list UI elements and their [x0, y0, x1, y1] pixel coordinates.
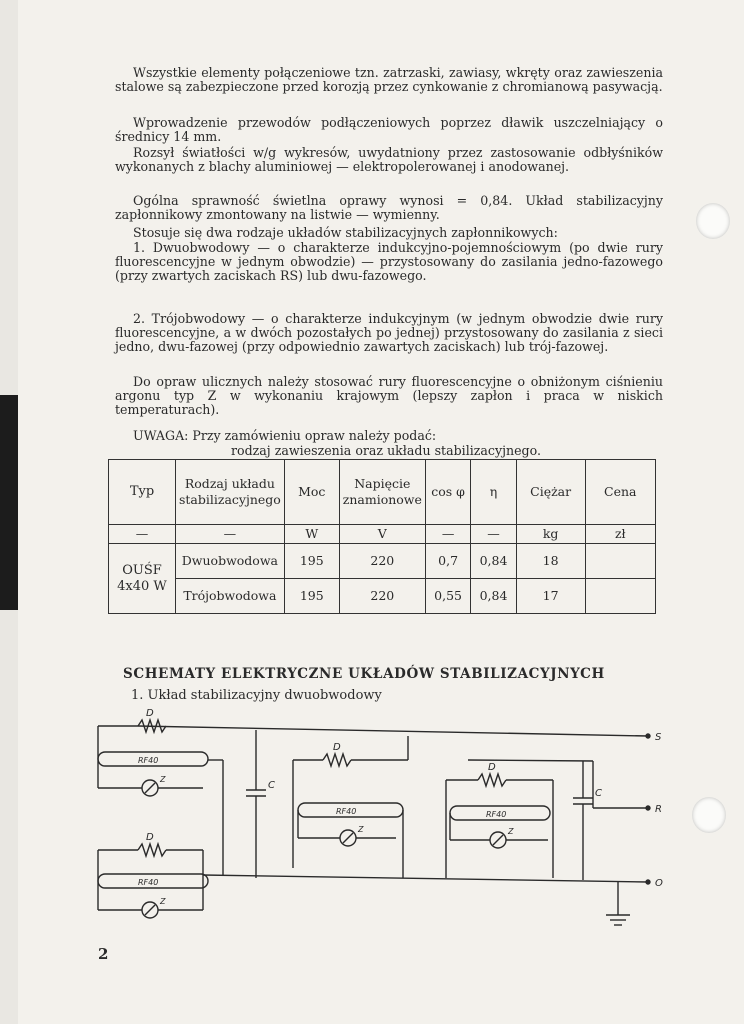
label-tube: RF40: [486, 810, 507, 819]
binding-strip: [0, 395, 18, 610]
paragraph-light-distribution: Rozsył światłości w/g wykresów, uwydatniony przez zastosowanie odbłyśników wykonanych z blachy aluminiowej — elektropolerowanej i anodowanej.: [115, 145, 663, 175]
choke-resistor: [478, 774, 506, 786]
paragraph-two-circuit: 1. Dwuobwodowy — o charakterze indukcyjno-pojemnościowym (po dwie rury fluorescencyjne w jednym obwodzie) — przystosowany do zasilania jedno-fazowego (przy zwartych zaciskach RS) lub dwu-fazowego.: [115, 240, 663, 284]
paragraph-circuit-types: Stosuje się dwa rodzaje układów stabilizacyjnych zapłonnikowych:: [133, 225, 558, 240]
cell-cena: [585, 579, 655, 614]
label-terminal-o: O: [655, 878, 663, 889]
label-starter: Z: [160, 897, 166, 906]
label-capacitor: C: [595, 788, 602, 799]
label-choke: D: [333, 742, 341, 753]
unit-moc: W: [284, 525, 339, 544]
header-cos: cos φ: [425, 460, 470, 525]
label-choke: D: [488, 762, 496, 773]
cell-ciezar: 17: [516, 579, 585, 614]
line-s: [138, 726, 648, 736]
label-choke: D: [146, 832, 154, 843]
label-choke: D: [146, 708, 154, 719]
label-starter: Z: [508, 827, 514, 836]
cell-cena: [585, 544, 655, 579]
label-starter: Z: [358, 825, 364, 834]
header-ciezar: Ciężar: [516, 460, 585, 525]
punch-hole: [696, 203, 730, 239]
page-number: 2: [98, 945, 109, 963]
line-o: [203, 875, 648, 882]
header-napiecie: Napięcie znamionowe: [339, 460, 425, 525]
punch-hole: [692, 797, 726, 833]
header-rodzaj: Rodzaj układu stabilizacyjnego: [175, 460, 284, 525]
unit-napiecie: V: [339, 525, 425, 544]
paragraph-efficiency: Ogólna sprawność świetlna oprawy wynosi = 0,84. Układ stabilizacyjny zapłonnikowy zmontowany na listwie — wymienny.: [115, 193, 663, 223]
order-note-line-2: rodzaj zawieszenia oraz układu stabilizacyjnego.: [231, 443, 541, 458]
table-row: [109, 579, 656, 614]
order-note-line-1: UWAGA: Przy zamówieniu opraw należy podać:: [133, 428, 437, 443]
label-tube: RF40: [336, 807, 357, 816]
label-tube: RF40: [138, 756, 159, 765]
unit-cena: zł: [585, 525, 655, 544]
cell-cos: 0,55: [425, 579, 470, 614]
paragraph-three-circuit: 2. Trójobwodowy — o charakterze indukcyjnym (w jednym obwodzie dwie rury fluorescencyjne, a w dwóch pozostałych po jednej) przystosowany do zasilania z sieci jedno, dwu-fazowej (przy odpowiednio zawartych zaciskach) lub trój-fazowej.: [115, 311, 663, 355]
label-terminal-s: S: [655, 732, 662, 743]
cell-napiecie: 220: [339, 544, 425, 579]
table-header-row: [109, 460, 656, 525]
header-cena: Cena: [585, 460, 655, 525]
cell-ciezar: 18: [516, 544, 585, 579]
cell-type: [109, 544, 176, 614]
cell-moc: 195: [284, 579, 339, 614]
circuit-schematic: [78, 700, 678, 940]
label-capacitor: C: [268, 780, 275, 791]
paragraph-corrosion: Wszystkie elementy połączeniowe tzn. zatrzaski, zawiasy, wkręty oraz zawieszenia stalowe są zabezpieczone przed korozją przez cynkowanie z chromianową pasywacją.: [115, 65, 663, 95]
cell-eta: 0,84: [471, 544, 516, 579]
choke-resistor: [138, 844, 166, 856]
order-note: [133, 428, 653, 458]
type-power: 4x40 W: [117, 578, 167, 594]
table-units-row: [109, 525, 656, 544]
header-eta: η: [471, 460, 516, 525]
header-typ: Typ: [109, 460, 176, 525]
cell-cos: 0,7: [425, 544, 470, 579]
type-name: OUŚF: [122, 562, 162, 578]
cell-moc: 195: [284, 544, 339, 579]
cell-eta: 0,84: [471, 579, 516, 614]
unit-rodzaj: —: [175, 525, 284, 544]
cell-rodzaj: Trójobwodowa: [175, 579, 284, 614]
choke-resistor: [323, 754, 351, 766]
unit-ciezar: kg: [516, 525, 585, 544]
label-starter: Z: [160, 775, 166, 784]
header-moc: Moc: [284, 460, 339, 525]
unit-cos: —: [425, 525, 470, 544]
table-row: [109, 544, 656, 579]
document-page: [18, 0, 744, 1024]
unit-eta: —: [471, 525, 516, 544]
subsection-title: 1. Układ stabilizacyjny dwuobwodowy: [131, 688, 382, 703]
label-tube: RF40: [138, 878, 159, 887]
cell-rodzaj: Dwuobwodowa: [175, 544, 284, 579]
unit-typ: —: [109, 525, 176, 544]
paragraph-cable-entry: Wprowadzenie przewodów podłączeniowych poprzez dławik uszczelniający o średnicy 14 mm.: [115, 115, 663, 145]
specification-table: [108, 459, 656, 614]
paragraph-street-lamps: Do opraw ulicznych należy stosować rury fluorescencyjne o obniżonym ciśnieniu argonu typ Z w wykonaniu krajowym (lepszy zapłon i praca w niskich temperaturach).: [115, 374, 663, 418]
cell-napiecie: 220: [339, 579, 425, 614]
section-title: SCHEMATY ELEKTRYCZNE UKŁADÓW STABILIZACYJNYCH: [123, 666, 605, 682]
label-terminal-r: R: [655, 804, 662, 815]
